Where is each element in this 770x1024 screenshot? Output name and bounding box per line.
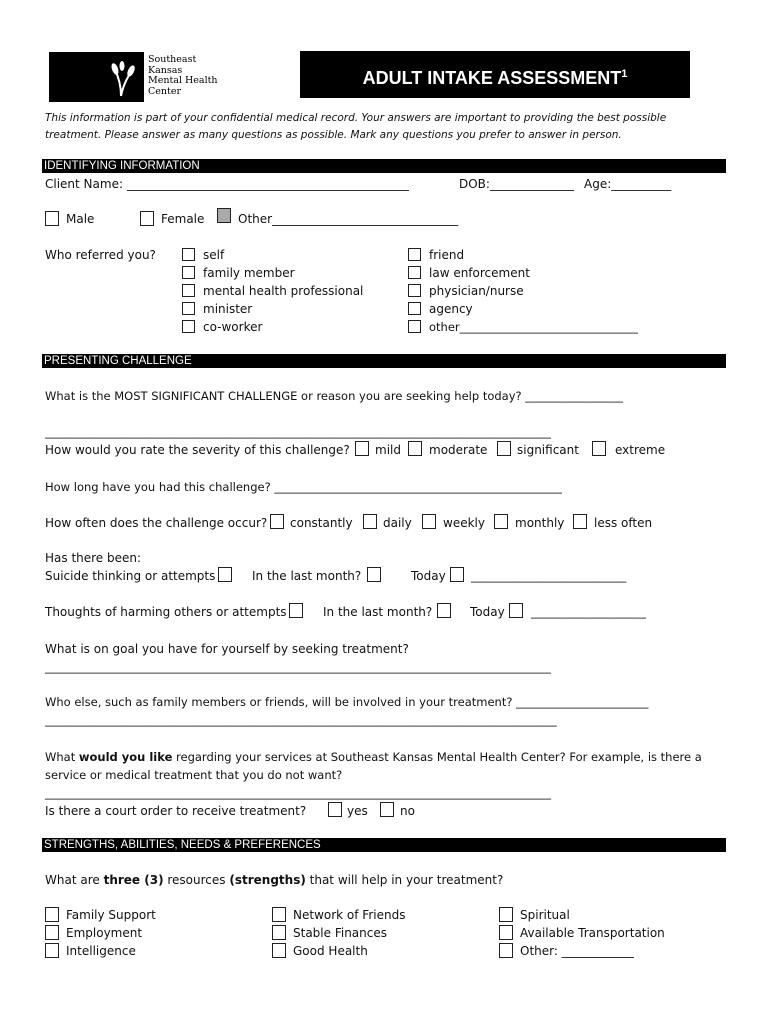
ref-coworker-checkbox[interactable] bbox=[182, 320, 195, 333]
footnote-marker: 1 bbox=[621, 68, 628, 80]
harming-checkbox[interactable] bbox=[289, 603, 303, 618]
referred-question: Who referred you? bbox=[45, 248, 156, 262]
ref-self-checkbox[interactable] bbox=[182, 248, 195, 261]
logo-line: Southeast bbox=[148, 54, 197, 65]
court-no-checkbox[interactable] bbox=[380, 802, 394, 817]
client-name-field[interactable]: Client Name: _______________________________________________ bbox=[45, 177, 409, 191]
suicide-today-line[interactable]: ___________________________ bbox=[471, 569, 627, 583]
often-daily-checkbox[interactable] bbox=[363, 514, 377, 529]
ref-physician-label: physician/nurse bbox=[429, 284, 524, 298]
strength-family-support-label: Family Support bbox=[66, 908, 156, 922]
often-less-often-checkbox[interactable] bbox=[573, 514, 587, 529]
court-yes-checkbox[interactable] bbox=[328, 802, 342, 817]
suicide-today-label: Today bbox=[411, 569, 446, 583]
strength-other-field[interactable]: Other: ____________ bbox=[520, 944, 634, 958]
suicide-today-checkbox[interactable] bbox=[450, 567, 464, 582]
severity-mild-checkbox[interactable] bbox=[355, 441, 369, 456]
suicide-label: Suicide thinking or attempts bbox=[45, 569, 216, 583]
often-less-often-label: less often bbox=[594, 516, 653, 530]
would-like-answer-line[interactable]: ________________________________________________________________________________________ bbox=[45, 786, 551, 800]
age-field[interactable]: Age:__________ bbox=[584, 177, 672, 191]
most-significant-line-2[interactable]: ________________________________________________________________________________________ bbox=[45, 425, 551, 439]
most-significant-question[interactable]: What is the MOST SIGNIFICANT CHALLENGE or reason you are seeking help today? _________________ bbox=[45, 389, 624, 403]
strengths-question: What are three (3) resources (strengths) that will help in your treatment? bbox=[45, 873, 504, 887]
harming-last-month-label: In the last month? bbox=[323, 605, 433, 619]
ref-friend-checkbox[interactable] bbox=[408, 248, 421, 261]
male-label: Male bbox=[66, 212, 95, 226]
strength-other-checkbox[interactable] bbox=[499, 943, 513, 958]
female-label: Female bbox=[161, 212, 205, 226]
section-header-strengths: STRENGTHS, ABILITIES, NEEDS & PREFERENCES bbox=[42, 838, 726, 852]
court-no-label: no bbox=[400, 804, 415, 818]
severity-significant-checkbox[interactable] bbox=[497, 441, 511, 456]
harming-today-checkbox[interactable] bbox=[509, 603, 523, 618]
strength-intelligence-label: Intelligence bbox=[66, 944, 136, 958]
strength-health-checkbox[interactable] bbox=[272, 943, 286, 958]
often-constantly-label: constantly bbox=[290, 516, 353, 530]
ref-mh-professional-label: mental health professional bbox=[203, 284, 364, 298]
strength-employment-checkbox[interactable] bbox=[45, 925, 59, 940]
intro-line-2: treatment. Please answer as many questions as possible. Mark any questions you prefer to answer in person. bbox=[45, 129, 622, 141]
male-checkbox[interactable] bbox=[45, 211, 59, 226]
suicide-last-month-checkbox[interactable] bbox=[367, 567, 381, 582]
often-weekly-label: weekly bbox=[443, 516, 485, 530]
strength-intelligence-checkbox[interactable] bbox=[45, 943, 59, 958]
other-gender-checkbox[interactable] bbox=[217, 208, 231, 223]
harming-today-line[interactable]: ____________________ bbox=[531, 605, 646, 619]
severity-significant-label: significant bbox=[517, 443, 579, 457]
who-else-line-2[interactable]: _________________________________________________________________________________________ bbox=[45, 713, 557, 727]
strength-transportation-label: Available Transportation bbox=[520, 926, 665, 940]
page-title: ADULT INTAKE ASSESSMENT$^1$ bbox=[300, 51, 690, 98]
strength-network-label: Network of Friends bbox=[293, 908, 406, 922]
suicide-checkbox[interactable] bbox=[218, 567, 232, 582]
court-order-question: Is there a court order to receive treatment? bbox=[45, 804, 307, 818]
often-monthly-label: monthly bbox=[515, 516, 565, 530]
logo-line: Center bbox=[148, 85, 181, 97]
often-monthly-checkbox[interactable] bbox=[494, 514, 508, 529]
severity-extreme-label: extreme bbox=[615, 443, 666, 457]
strength-transportation-checkbox[interactable] bbox=[499, 925, 513, 940]
often-daily-label: daily bbox=[383, 516, 412, 530]
goal-line[interactable]: ________________________________________________________________________________________ bbox=[45, 660, 551, 674]
strength-finances-label: Stable Finances bbox=[293, 926, 387, 940]
dob-field[interactable]: DOB:______________ bbox=[459, 177, 574, 191]
logo-line: Kansas bbox=[148, 64, 183, 76]
ref-self-label: self bbox=[203, 248, 225, 262]
severity-moderate-label: moderate bbox=[429, 443, 488, 457]
ref-law-checkbox[interactable] bbox=[408, 266, 421, 279]
strength-spiritual-checkbox[interactable] bbox=[499, 907, 513, 922]
ref-physician-checkbox[interactable] bbox=[408, 284, 421, 297]
has-there-been-label: Has there been: bbox=[45, 551, 142, 565]
harming-last-month-checkbox[interactable] bbox=[437, 603, 451, 618]
severity-question: How would you rate the severity of this challenge? bbox=[45, 443, 350, 457]
often-weekly-checkbox[interactable] bbox=[422, 514, 436, 529]
strength-network-checkbox[interactable] bbox=[272, 907, 286, 922]
ref-family-checkbox[interactable] bbox=[182, 266, 195, 279]
ref-law-label: law enforcement bbox=[429, 266, 530, 280]
section-header-presenting: PRESENTING CHALLENGE bbox=[42, 354, 726, 368]
logo-wordmark bbox=[148, 55, 218, 97]
ref-coworker-label: co-worker bbox=[203, 320, 263, 334]
strength-health-label: Good Health bbox=[293, 944, 368, 958]
female-checkbox[interactable] bbox=[140, 211, 154, 226]
ref-family-label: family member bbox=[203, 266, 295, 280]
how-often-question: How often does the challenge occur? bbox=[45, 516, 268, 530]
ref-friend-label: friend bbox=[429, 248, 465, 262]
suicide-last-month-label: In the last month? bbox=[252, 569, 362, 583]
ref-other-checkbox[interactable] bbox=[408, 320, 421, 333]
who-else-question[interactable]: Who else, such as family members or friends, will be involved in your treatment? _______________________ bbox=[45, 695, 649, 709]
section-header-identifying: IDENTIFYING INFORMATION bbox=[42, 159, 726, 173]
goal-question: What is on goal you have for yourself by seeking treatment? bbox=[45, 642, 409, 656]
strength-family-support-checkbox[interactable] bbox=[45, 907, 59, 922]
often-constantly-checkbox[interactable] bbox=[270, 514, 284, 529]
other-gender-field[interactable]: Other_______________________________ bbox=[238, 212, 459, 226]
court-yes-label: yes bbox=[347, 804, 368, 818]
harming-today-label: Today bbox=[470, 605, 505, 619]
severity-extreme-checkbox[interactable] bbox=[592, 441, 606, 456]
ref-minister-label: minister bbox=[203, 302, 253, 316]
ref-other-field[interactable]: other_______________________________ bbox=[429, 320, 638, 334]
severity-moderate-checkbox[interactable] bbox=[408, 441, 422, 456]
ref-minister-checkbox[interactable] bbox=[182, 302, 195, 315]
strength-finances-checkbox[interactable] bbox=[272, 925, 286, 940]
ref-agency-label: agency bbox=[429, 302, 473, 316]
intro-line-1: This information is part of your confidential medical record. Your answers are important to providing the best possible bbox=[45, 112, 667, 124]
severity-mild-label: mild bbox=[375, 443, 401, 457]
strength-spiritual-label: Spiritual bbox=[520, 908, 570, 922]
strength-employment-label: Employment bbox=[66, 926, 143, 940]
ref-agency-checkbox[interactable] bbox=[408, 302, 421, 315]
how-long-field[interactable]: How long have you had this challenge? __________________________________________________ bbox=[45, 480, 562, 494]
would-like-line-2: service or medical treatment that you do not want? bbox=[45, 768, 343, 782]
wheat-logo-icon bbox=[107, 60, 139, 98]
would-like-question: What would you like regarding your services at Southeast Kansas Mental Health Center? For example, is there a bbox=[45, 750, 702, 764]
harming-label: Thoughts of harming others or attempts bbox=[45, 605, 287, 619]
logo-line: Mental Health bbox=[148, 75, 218, 86]
ref-mh-professional-checkbox[interactable] bbox=[182, 284, 195, 297]
